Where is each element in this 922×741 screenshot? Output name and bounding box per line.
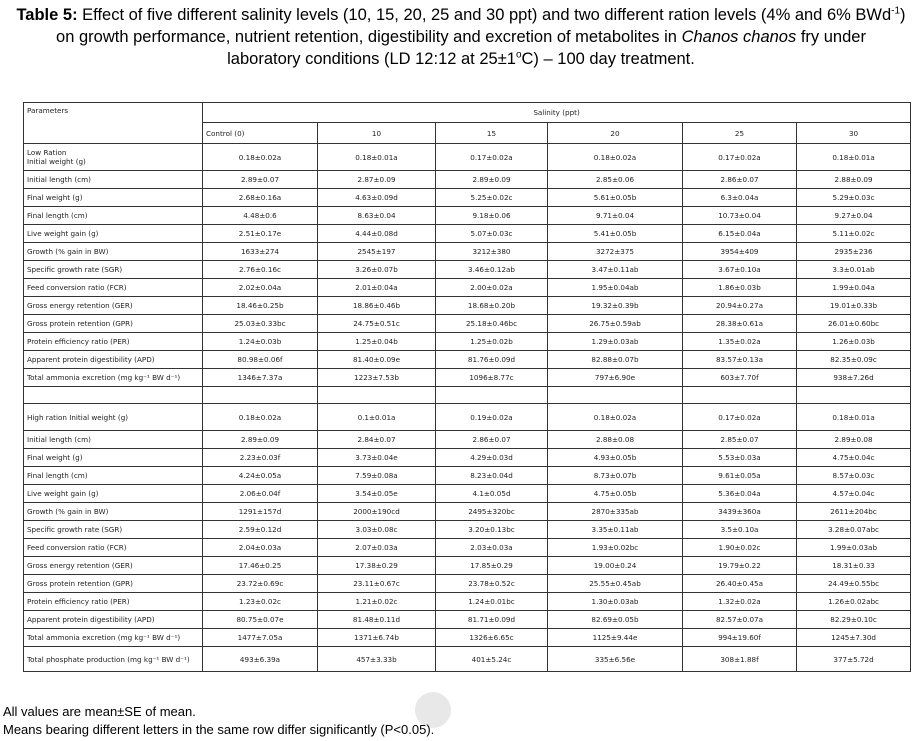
value-cell: 3.67±0.10a bbox=[683, 261, 797, 279]
value-cell: 2.88±0.08 bbox=[548, 431, 683, 449]
value-cell: 401±5.24c bbox=[436, 647, 548, 672]
parameter-label: Protein efficiency ratio (PER) bbox=[24, 593, 203, 611]
value-cell: 0.18±0.01a bbox=[797, 144, 911, 171]
value-cell: 6.15±0.04a bbox=[683, 225, 797, 243]
value-cell: 17.46±0.25 bbox=[203, 557, 318, 575]
table-row bbox=[24, 611, 911, 629]
value-cell: 0.18±0.02a bbox=[548, 404, 683, 431]
value-cell: 1.21±0.02c bbox=[318, 593, 436, 611]
parameter-label: Gross energy retention (GER) bbox=[24, 297, 203, 315]
table-row bbox=[24, 297, 911, 315]
value-cell: 1.26±0.03b bbox=[797, 333, 911, 351]
table-row bbox=[24, 647, 911, 672]
parameter-label: Growth (% gain in BW) bbox=[24, 503, 203, 521]
value-cell: 1.32±0.02a bbox=[683, 593, 797, 611]
caption-line2-end: fry under bbox=[796, 28, 866, 46]
value-cell: 2.86±0.07 bbox=[436, 431, 548, 449]
value-cell: 0.17±0.02a bbox=[683, 144, 797, 171]
value-cell: 2545±197 bbox=[318, 243, 436, 261]
value-cell: 4.29±0.03d bbox=[436, 449, 548, 467]
parameter-label: Final length (cm) bbox=[24, 207, 203, 225]
value-cell: 5.11±0.02c bbox=[797, 225, 911, 243]
value-cell: 2.87±0.09 bbox=[318, 171, 436, 189]
value-cell: 994±19.60f bbox=[683, 629, 797, 647]
value-cell: 1.24±0.01bc bbox=[436, 593, 548, 611]
table-row bbox=[24, 207, 911, 225]
value-cell: 938±7.26d bbox=[797, 369, 911, 387]
empty-cell bbox=[318, 387, 436, 404]
table-row bbox=[24, 521, 911, 539]
parameter-label: Final weight (g) bbox=[24, 449, 203, 467]
value-cell: 2000±190cd bbox=[318, 503, 436, 521]
table-row bbox=[24, 243, 911, 261]
value-cell: 2.04±0.03a bbox=[203, 539, 318, 557]
value-cell: 81.71±0.09d bbox=[436, 611, 548, 629]
parameter-label: High ration Initial weight (g) bbox=[24, 404, 203, 431]
value-cell: 3272±375 bbox=[548, 243, 683, 261]
table-row bbox=[24, 431, 911, 449]
value-cell: 26.01±0.60bc bbox=[797, 315, 911, 333]
caption-line3-text: laboratory conditions (LD 12:12 at 25±1 bbox=[227, 50, 516, 68]
value-cell: 2.07±0.03a bbox=[318, 539, 436, 557]
column-header: 20 bbox=[548, 123, 683, 144]
value-cell: 2611±204bc bbox=[797, 503, 911, 521]
value-cell: 5.25±0.02c bbox=[436, 189, 548, 207]
column-header: 10 bbox=[318, 123, 436, 144]
value-cell: 457±3.33b bbox=[318, 647, 436, 672]
empty-cell bbox=[436, 387, 548, 404]
value-cell: 1326±6.65c bbox=[436, 629, 548, 647]
caption-line3-end: C) – 100 day treatment. bbox=[521, 50, 695, 68]
value-cell: 1.35±0.02a bbox=[683, 333, 797, 351]
value-cell: 82.29±0.10c bbox=[797, 611, 911, 629]
table-row bbox=[24, 315, 911, 333]
table-row bbox=[24, 144, 911, 171]
value-cell: 1223±7.53b bbox=[318, 369, 436, 387]
value-cell: 80.75±0.07e bbox=[203, 611, 318, 629]
value-cell: 1.25±0.02b bbox=[436, 333, 548, 351]
value-cell: 1.23±0.02c bbox=[203, 593, 318, 611]
parameter-label: Apparent protein digestibility (APD) bbox=[24, 351, 203, 369]
table-row bbox=[24, 404, 911, 431]
value-cell: 25.55±0.45ab bbox=[548, 575, 683, 593]
value-cell: 0.18±0.02a bbox=[548, 144, 683, 171]
table-row bbox=[24, 225, 911, 243]
caption-line-3 bbox=[0, 48, 922, 70]
value-cell: 1633±274 bbox=[203, 243, 318, 261]
value-cell: 4.93±0.05b bbox=[548, 449, 683, 467]
value-cell: 17.85±0.29 bbox=[436, 557, 548, 575]
table-row bbox=[24, 189, 911, 207]
value-cell: 1291±157d bbox=[203, 503, 318, 521]
value-cell: 3.3±0.01ab bbox=[797, 261, 911, 279]
value-cell: 1.30±0.03ab bbox=[548, 593, 683, 611]
value-cell: 0.18±0.02a bbox=[203, 404, 318, 431]
parameter-label: Apparent protein digestibility (APD) bbox=[24, 611, 203, 629]
value-cell: 10.73±0.04 bbox=[683, 207, 797, 225]
value-cell: 3439±360a bbox=[683, 503, 797, 521]
value-cell: 2.85±0.06 bbox=[548, 171, 683, 189]
value-cell: 0.18±0.02a bbox=[203, 144, 318, 171]
value-cell: 3.20±0.13bc bbox=[436, 521, 548, 539]
parameter-label: Protein efficiency ratio (PER) bbox=[24, 333, 203, 351]
salinity-header: Salinity (ppt) bbox=[203, 103, 911, 123]
value-cell: 4.24±0.05a bbox=[203, 467, 318, 485]
parameter-label: Total ammonia excretion (mg kg⁻¹ BW d⁻¹) bbox=[24, 369, 203, 387]
value-cell: 1.86±0.03b bbox=[683, 279, 797, 297]
header-row bbox=[24, 103, 911, 123]
value-cell: 3.03±0.08c bbox=[318, 521, 436, 539]
empty-cell bbox=[203, 387, 318, 404]
value-cell: 3.28±0.07abc bbox=[797, 521, 911, 539]
value-cell: 3.54±0.05e bbox=[318, 485, 436, 503]
value-cell: 18.31±0.33 bbox=[797, 557, 911, 575]
note-significance: Means bearing different letters in the same row differ significantly (P<0.05). bbox=[3, 722, 435, 737]
value-cell: 4.48±0.6 bbox=[203, 207, 318, 225]
value-cell: 8.23±0.04d bbox=[436, 467, 548, 485]
value-cell: 18.46±0.25b bbox=[203, 297, 318, 315]
value-cell: 797±6.90e bbox=[548, 369, 683, 387]
parameter-label: Initial length (cm) bbox=[24, 171, 203, 189]
parameters-header: Parameters bbox=[24, 103, 203, 144]
value-cell: 0.19±0.02a bbox=[436, 404, 548, 431]
value-cell: 28.38±0.61a bbox=[683, 315, 797, 333]
column-header: 25 bbox=[683, 123, 797, 144]
column-header: Control (0) bbox=[203, 123, 318, 144]
value-cell: 5.41±0.05b bbox=[548, 225, 683, 243]
table-notes bbox=[3, 703, 434, 739]
value-cell: 81.48±0.11d bbox=[318, 611, 436, 629]
value-cell: 2.88±0.09 bbox=[797, 171, 911, 189]
value-cell: 19.32±0.39b bbox=[548, 297, 683, 315]
value-cell: 5.53±0.03a bbox=[683, 449, 797, 467]
value-cell: 18.68±0.20b bbox=[436, 297, 548, 315]
value-cell: 2.84±0.07 bbox=[318, 431, 436, 449]
parameter-label: Low Ration Initial weight (g) bbox=[24, 144, 203, 171]
parameter-label: Gross protein retention (GPR) bbox=[24, 315, 203, 333]
table-row bbox=[24, 449, 911, 467]
value-cell: 0.18±0.01a bbox=[797, 404, 911, 431]
caption-line-1 bbox=[0, 4, 922, 26]
caption-text: Effect of five different salinity levels (10, 15, 20, 25 and 30 ppt) and two different ration levels (4% and 6% BWd bbox=[77, 6, 892, 24]
value-cell: 23.72±0.69c bbox=[203, 575, 318, 593]
value-cell: 9.61±0.05a bbox=[683, 467, 797, 485]
value-cell: 1371±6.74b bbox=[318, 629, 436, 647]
value-cell: 2.02±0.04a bbox=[203, 279, 318, 297]
table-row bbox=[24, 279, 911, 297]
value-cell: 19.00±0.24 bbox=[548, 557, 683, 575]
value-cell: 1.24±0.03b bbox=[203, 333, 318, 351]
value-cell: 8.63±0.04 bbox=[318, 207, 436, 225]
value-cell: 5.29±0.03c bbox=[797, 189, 911, 207]
parameter-label: Live weight gain (g) bbox=[24, 485, 203, 503]
value-cell: 3954±409 bbox=[683, 243, 797, 261]
value-cell: 26.40±0.45a bbox=[683, 575, 797, 593]
value-cell: 335±6.56e bbox=[548, 647, 683, 672]
value-cell: 26.75±0.59ab bbox=[548, 315, 683, 333]
spacer-row bbox=[24, 387, 911, 404]
value-cell: 2.89±0.07 bbox=[203, 171, 318, 189]
value-cell: 82.88±0.07b bbox=[548, 351, 683, 369]
value-cell: 1.99±0.04a bbox=[797, 279, 911, 297]
value-cell: 25.18±0.46bc bbox=[436, 315, 548, 333]
value-cell: 2.86±0.07 bbox=[683, 171, 797, 189]
value-cell: 308±1.88f bbox=[683, 647, 797, 672]
parameter-label: Final weight (g) bbox=[24, 189, 203, 207]
value-cell: 2.00±0.02a bbox=[436, 279, 548, 297]
parameter-label: Gross protein retention (GPR) bbox=[24, 575, 203, 593]
value-cell: 3.73±0.04e bbox=[318, 449, 436, 467]
value-cell: 3.47±0.11ab bbox=[548, 261, 683, 279]
value-cell: 1.29±0.03ab bbox=[548, 333, 683, 351]
table-row bbox=[24, 171, 911, 189]
parameter-label: Feed conversion ratio (FCR) bbox=[24, 539, 203, 557]
value-cell: 81.40±0.09e bbox=[318, 351, 436, 369]
value-cell: 5.36±0.04a bbox=[683, 485, 797, 503]
caption-text-end: ) bbox=[900, 6, 906, 24]
table-row bbox=[24, 369, 911, 387]
value-cell: 1346±7.37a bbox=[203, 369, 318, 387]
value-cell: 8.73±0.07b bbox=[548, 467, 683, 485]
value-cell: 5.61±0.05b bbox=[548, 189, 683, 207]
value-cell: 6.3±0.04a bbox=[683, 189, 797, 207]
value-cell: 2870±335ab bbox=[548, 503, 683, 521]
empty-cell bbox=[797, 387, 911, 404]
value-cell: 9.18±0.06 bbox=[436, 207, 548, 225]
table-caption bbox=[0, 4, 922, 70]
value-cell: 18.86±0.46b bbox=[318, 297, 436, 315]
value-cell: 4.1±0.05d bbox=[436, 485, 548, 503]
value-cell: 9.27±0.04 bbox=[797, 207, 911, 225]
value-cell: 24.75±0.51c bbox=[318, 315, 436, 333]
value-cell: 2.76±0.16c bbox=[203, 261, 318, 279]
value-cell: 4.57±0.04c bbox=[797, 485, 911, 503]
parameter-label: Live weight gain (g) bbox=[24, 225, 203, 243]
value-cell: 82.69±0.05b bbox=[548, 611, 683, 629]
value-cell: 83.57±0.13a bbox=[683, 351, 797, 369]
caption-superscript: -1 bbox=[891, 5, 901, 17]
value-cell: 2.89±0.09 bbox=[203, 431, 318, 449]
table-row bbox=[24, 557, 911, 575]
table-row bbox=[24, 575, 911, 593]
table-row bbox=[24, 351, 911, 369]
empty-cell bbox=[683, 387, 797, 404]
value-cell: 20.94±0.27a bbox=[683, 297, 797, 315]
value-cell: 0.1±0.01a bbox=[318, 404, 436, 431]
value-cell: 3.35±0.11ab bbox=[548, 521, 683, 539]
value-cell: 25.03±0.33bc bbox=[203, 315, 318, 333]
value-cell: 19.79±0.22 bbox=[683, 557, 797, 575]
value-cell: 3.5±0.10a bbox=[683, 521, 797, 539]
table-row bbox=[24, 629, 911, 647]
value-cell: 4.44±0.08d bbox=[318, 225, 436, 243]
parameter-label: Specific growth rate (SGR) bbox=[24, 521, 203, 539]
value-cell: 1.95±0.04ab bbox=[548, 279, 683, 297]
value-cell: 1.93±0.02bc bbox=[548, 539, 683, 557]
note-mean: All values are mean±SE of mean. bbox=[3, 704, 196, 719]
value-cell: 1.25±0.04b bbox=[318, 333, 436, 351]
value-cell: 24.49±0.55bc bbox=[797, 575, 911, 593]
value-cell: 1245±7.30d bbox=[797, 629, 911, 647]
value-cell: 0.17±0.02a bbox=[683, 404, 797, 431]
value-cell: 377±5.72d bbox=[797, 647, 911, 672]
table-row bbox=[24, 485, 911, 503]
value-cell: 2.51±0.17e bbox=[203, 225, 318, 243]
value-cell: 1.90±0.02c bbox=[683, 539, 797, 557]
empty-cell bbox=[24, 387, 203, 404]
value-cell: 4.63±0.09d bbox=[318, 189, 436, 207]
value-cell: 2.85±0.07 bbox=[683, 431, 797, 449]
table-row bbox=[24, 539, 911, 557]
degree-superscript: o bbox=[515, 49, 522, 61]
value-cell: 7.59±0.08a bbox=[318, 467, 436, 485]
table-row bbox=[24, 503, 911, 521]
value-cell: 2935±236 bbox=[797, 243, 911, 261]
value-cell: 80.98±0.06f bbox=[203, 351, 318, 369]
value-cell: 1096±8.77c bbox=[436, 369, 548, 387]
value-cell: 2.89±0.09 bbox=[436, 171, 548, 189]
value-cell: 2.89±0.08 bbox=[797, 431, 911, 449]
parameter-label: Total phosphate production (mg kg⁻¹ BW d⁻¹) bbox=[24, 647, 203, 672]
value-cell: 82.57±0.07a bbox=[683, 611, 797, 629]
parameter-label: Final length (cm) bbox=[24, 467, 203, 485]
value-cell: 5.07±0.03c bbox=[436, 225, 548, 243]
value-cell: 493±6.39a bbox=[203, 647, 318, 672]
table-label: Table 5: bbox=[16, 6, 78, 24]
value-cell: 2.06±0.04f bbox=[203, 485, 318, 503]
value-cell: 2.59±0.12d bbox=[203, 521, 318, 539]
value-cell: 9.71±0.04 bbox=[548, 207, 683, 225]
value-cell: 1125±9.44e bbox=[548, 629, 683, 647]
table-row bbox=[24, 261, 911, 279]
value-cell: 81.76±0.09d bbox=[436, 351, 548, 369]
value-cell: 17.38±0.29 bbox=[318, 557, 436, 575]
table-row bbox=[24, 333, 911, 351]
caption-line-2 bbox=[0, 26, 922, 48]
results-table bbox=[23, 102, 911, 672]
value-cell: 0.18±0.01a bbox=[318, 144, 436, 171]
value-cell: 3.26±0.07b bbox=[318, 261, 436, 279]
value-cell: 4.75±0.05b bbox=[548, 485, 683, 503]
column-header: 30 bbox=[797, 123, 911, 144]
value-cell: 4.75±0.04c bbox=[797, 449, 911, 467]
value-cell: 23.11±0.67c bbox=[318, 575, 436, 593]
parameter-label: Specific growth rate (SGR) bbox=[24, 261, 203, 279]
parameter-label: Growth (% gain in BW) bbox=[24, 243, 203, 261]
value-cell: 19.01±0.33b bbox=[797, 297, 911, 315]
value-cell: 2495±320bc bbox=[436, 503, 548, 521]
parameter-label: Gross energy retention (GER) bbox=[24, 557, 203, 575]
value-cell: 1.99±0.03ab bbox=[797, 539, 911, 557]
value-cell: 3.46±0.12ab bbox=[436, 261, 548, 279]
species-name: Chanos chanos bbox=[681, 28, 797, 46]
value-cell: 8.57±0.03c bbox=[797, 467, 911, 485]
table-row bbox=[24, 467, 911, 485]
parameter-label: Total ammonia excretion (mg kg⁻¹ BW d⁻¹) bbox=[24, 629, 203, 647]
value-cell: 2.03±0.03a bbox=[436, 539, 548, 557]
value-cell: 2.68±0.16a bbox=[203, 189, 318, 207]
empty-cell bbox=[548, 387, 683, 404]
caption-line2-text: on growth performance, nutrient retention, digestibility and excretion of metabolites in bbox=[56, 28, 682, 46]
value-cell: 2.23±0.03f bbox=[203, 449, 318, 467]
parameter-label: Initial length (cm) bbox=[24, 431, 203, 449]
value-cell: 0.17±0.02a bbox=[436, 144, 548, 171]
value-cell: 82.35±0.09c bbox=[797, 351, 911, 369]
table-row bbox=[24, 593, 911, 611]
value-cell: 23.78±0.52c bbox=[436, 575, 548, 593]
value-cell: 603±7.70f bbox=[683, 369, 797, 387]
value-cell: 1.26±0.02abc bbox=[797, 593, 911, 611]
column-header: 15 bbox=[436, 123, 548, 144]
value-cell: 2.01±0.04a bbox=[318, 279, 436, 297]
value-cell: 1477±7.05a bbox=[203, 629, 318, 647]
table-body bbox=[24, 103, 911, 672]
value-cell: 3212±380 bbox=[436, 243, 548, 261]
parameter-label: Feed conversion ratio (FCR) bbox=[24, 279, 203, 297]
